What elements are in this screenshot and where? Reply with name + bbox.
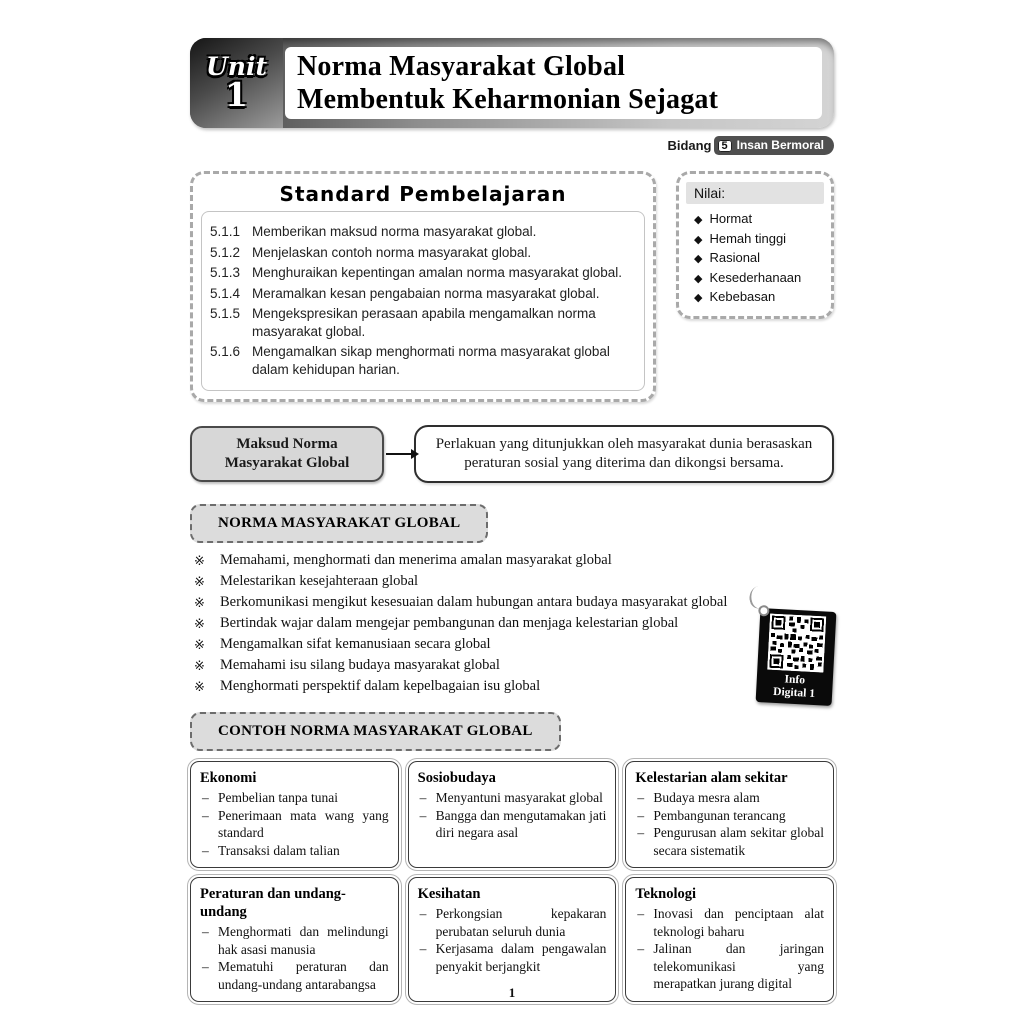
dash-bullet-icon: – xyxy=(202,807,209,823)
standard-item-code: 5.1.6 xyxy=(210,344,241,359)
standard-item-text: Mengamalkan sikap menghormati norma masyarakat global dalam kehidupan harian. xyxy=(252,344,610,377)
arrow-right-icon xyxy=(386,453,412,455)
dash-bullet-icon: – xyxy=(419,807,427,823)
card-title: Kelestarian alam sekitar xyxy=(635,770,788,786)
card-item-text: Transaksi dalam talian xyxy=(218,842,340,858)
card-item-text: Kerjasama dalam pengawalan penyakit berjangkit xyxy=(435,941,607,974)
maksud-definition-box: Perlakuan yang ditunjukkan oleh masyarakat dunia berasaskan peraturan sosial yang diterima dan dikongsi bersama. xyxy=(414,425,834,483)
card-title: Sosiobudaya xyxy=(417,770,496,786)
unit-title-line2: Membentuk Keharmonian Sejagat xyxy=(297,84,719,115)
dash-bullet-icon: – xyxy=(419,941,427,956)
card-item xyxy=(200,789,389,807)
card-item-list xyxy=(635,789,824,859)
card-item xyxy=(418,789,607,807)
nilai-item-label: Hemah tinggi xyxy=(709,230,787,246)
dash-bullet-icon: – xyxy=(637,825,645,840)
dash-bullet-icon: – xyxy=(419,790,427,805)
standard-item xyxy=(208,244,634,262)
standard-item xyxy=(208,223,634,241)
norma-section-heading: NORMA MASYARAKAT GLOBAL xyxy=(190,504,488,543)
norma-item xyxy=(190,550,834,571)
card-item xyxy=(200,807,389,842)
nilai-item-label: Kesederhanaan xyxy=(709,269,802,285)
info-digital-line1: Info xyxy=(784,673,806,687)
dash-bullet-icon: – xyxy=(637,807,645,823)
card-item-text: Pembangunan terancang xyxy=(653,807,786,823)
norma-item xyxy=(190,655,834,676)
nilai-box xyxy=(676,171,834,319)
reference-mark-bullet-icon: ※ xyxy=(194,574,205,589)
card-item-list xyxy=(200,923,389,993)
card-title: Ekonomi xyxy=(200,770,257,786)
card-item xyxy=(635,807,824,825)
card-peraturan-undang-undang xyxy=(190,877,399,1002)
info-digital-tag xyxy=(756,608,837,706)
card-item xyxy=(200,923,389,958)
diamond-bullet-icon: ◆ xyxy=(694,233,703,246)
reference-mark-bullet-icon: ※ xyxy=(194,658,205,673)
diamond-bullet-icon: ◆ xyxy=(694,253,703,265)
reference-mark-bullet-icon: ※ xyxy=(194,595,205,610)
card-item-text: Mematuhi peraturan dan undang-undang antarabangsa xyxy=(218,959,389,992)
card-item-list xyxy=(635,905,824,993)
bidang-label: Bidang xyxy=(667,138,712,153)
card-item-text: Menyantuni masyarakat global xyxy=(435,790,603,805)
unit-title-line1: Norma Masyarakat Global xyxy=(297,51,626,82)
dash-bullet-icon: – xyxy=(202,842,209,858)
nilai-list xyxy=(686,210,824,308)
card-teknologi xyxy=(625,877,834,1002)
dash-bullet-icon: – xyxy=(637,906,645,921)
card-item-list xyxy=(418,789,607,842)
bidang-badge xyxy=(714,136,835,155)
reference-mark-bullet-icon: ※ xyxy=(194,616,205,631)
qr-code-icon xyxy=(767,614,826,673)
card-item xyxy=(418,905,607,940)
bidang-row xyxy=(190,136,834,156)
textbook-page xyxy=(190,38,834,1002)
standard-item-text: Menjelaskan contoh norma masyarakat global. xyxy=(252,244,532,260)
standard-item xyxy=(208,285,634,303)
nilai-item-label: Kebebasan xyxy=(709,289,776,304)
nilai-item xyxy=(694,288,824,308)
nilai-item xyxy=(694,230,824,250)
standards-values-row xyxy=(190,171,834,402)
norma-item xyxy=(190,592,834,613)
norma-item xyxy=(190,613,834,634)
norma-item-text: Melestarikan kesejahteraan global xyxy=(220,573,419,589)
norma-item-text: Mengamalkan sifat kemanusiaan secara global xyxy=(220,636,491,652)
card-item-text: Bangga dan mengutamakan jati diri negara asal xyxy=(435,807,607,840)
dash-bullet-icon: – xyxy=(202,959,209,974)
bidang-number: 5 xyxy=(718,140,732,152)
reference-mark-bullet-icon: ※ xyxy=(194,553,205,568)
diamond-bullet-icon: ◆ xyxy=(694,214,703,226)
nilai-item xyxy=(694,249,824,269)
card-sosiobudaya xyxy=(408,761,617,868)
card-item-text: Inovasi dan penciptaan alat teknologi baharu xyxy=(653,906,824,939)
card-item-text: Pembelian tanpa tunai xyxy=(218,790,338,805)
standard-pembelajaran-list xyxy=(201,211,645,391)
unit-title-box xyxy=(285,47,822,119)
standard-item-code: 5.1.5 xyxy=(210,306,241,321)
norma-item xyxy=(190,634,834,655)
standard-item-code: 5.1.2 xyxy=(210,244,241,260)
norma-item-text: Berkomunikasi mengikut kesesuaian dalam hubungan antara budaya masyarakat global xyxy=(220,594,728,610)
card-item-text: Jalinan dan jaringan telekomunikasi yang merapatkan jurang digital xyxy=(653,941,824,991)
card-item-list xyxy=(418,905,607,975)
norma-item-text: Memahami, menghormati dan menerima amalan masyarakat global xyxy=(220,552,612,568)
nilai-item-label: Hormat xyxy=(709,211,753,226)
contoh-section-heading: CONTOH NORMA MASYARAKAT GLOBAL xyxy=(190,712,561,751)
standard-item-text: Menghuraikan kepentingan amalan norma masyarakat global. xyxy=(252,265,622,280)
tag-hole xyxy=(758,605,770,617)
norma-item xyxy=(190,571,834,592)
card-item-text: Budaya mesra alam xyxy=(653,790,760,805)
card-title: Kesihatan xyxy=(417,886,481,902)
nilai-item xyxy=(694,269,824,289)
contoh-card-grid xyxy=(190,761,834,1002)
unit-label: Unit xyxy=(205,52,268,81)
dash-bullet-icon: – xyxy=(202,924,209,939)
card-item-list xyxy=(200,789,389,859)
card-item xyxy=(635,824,824,859)
card-item xyxy=(418,940,607,975)
standard-item-code: 5.1.1 xyxy=(210,224,241,239)
card-item-text: Penerimaan mata wang yang standard xyxy=(218,807,389,840)
norma-item-text: Memahami isu silang budaya masyarakat global xyxy=(220,657,500,673)
dash-bullet-icon: – xyxy=(637,790,645,805)
bidang-name: Insan Bermoral xyxy=(736,138,824,152)
card-item-text: Menghormati dan melindungi hak asasi manusia xyxy=(218,924,389,957)
standard-item-text: Memberikan maksud norma masyarakat global. xyxy=(252,224,537,239)
standard-pembelajaran-title: Standard Pembelajaran xyxy=(279,182,567,206)
card-item-text: Pengurusan alam sekitar global secara sistematik xyxy=(653,825,824,858)
unit-header xyxy=(190,38,834,128)
unit-number: 1 xyxy=(225,75,248,114)
standard-item-text: Mengekspresikan perasaan apabila mengamalkan norma masyarakat global. xyxy=(252,306,596,339)
diamond-bullet-icon: ◆ xyxy=(694,292,703,304)
dash-bullet-icon: – xyxy=(419,906,427,921)
standard-item xyxy=(208,264,634,282)
standard-pembelajaran-box xyxy=(190,171,656,402)
standard-item-text: Meramalkan kesan pengabaian norma masyarakat global. xyxy=(252,285,600,301)
dash-bullet-icon: – xyxy=(202,790,209,805)
maksud-label-box: Maksud Norma Masyarakat Global xyxy=(190,426,384,482)
card-item xyxy=(635,905,824,940)
nilai-item-label: Rasional xyxy=(709,250,761,265)
nilai-title: Nilai: xyxy=(686,182,824,204)
card-title: Peraturan dan undang-undang xyxy=(200,886,346,920)
maksud-row xyxy=(190,425,834,483)
unit-badge xyxy=(190,38,283,128)
reference-mark-bullet-icon: ※ xyxy=(194,637,205,652)
dash-bullet-icon: – xyxy=(637,941,645,956)
card-item xyxy=(635,789,824,807)
reference-mark-bullet-icon: ※ xyxy=(194,679,205,694)
card-item-text: Perkongsian kepakaran perubatan seluruh dunia xyxy=(435,906,607,939)
card-title: Teknologi xyxy=(635,886,697,902)
card-kelestarian-alam-sekitar xyxy=(625,761,834,868)
standard-item xyxy=(208,343,634,378)
card-kesihatan xyxy=(408,877,617,1002)
norma-item-text: Bertindak wajar dalam mengejar pembangunan dan menjaga kelestarian global xyxy=(220,615,679,631)
standard-item-code: 5.1.3 xyxy=(210,265,241,280)
standard-item-code: 5.1.4 xyxy=(210,285,241,301)
contoh-heading-row xyxy=(190,712,834,751)
card-ekonomi xyxy=(190,761,399,868)
card-item xyxy=(200,842,389,860)
page-number: 1 xyxy=(508,985,516,1000)
nilai-item xyxy=(694,210,824,230)
standard-item xyxy=(208,305,634,340)
diamond-bullet-icon: ◆ xyxy=(694,272,703,285)
norma-item xyxy=(190,676,834,697)
card-item xyxy=(418,807,607,842)
info-digital-line2: Digital 1 xyxy=(772,685,816,701)
norma-list xyxy=(190,550,834,697)
info-digital-label xyxy=(761,672,828,701)
norma-heading-row xyxy=(190,504,834,543)
norma-item-text: Menghormati perspektif dalam kepelbagaian isu global xyxy=(220,678,541,694)
